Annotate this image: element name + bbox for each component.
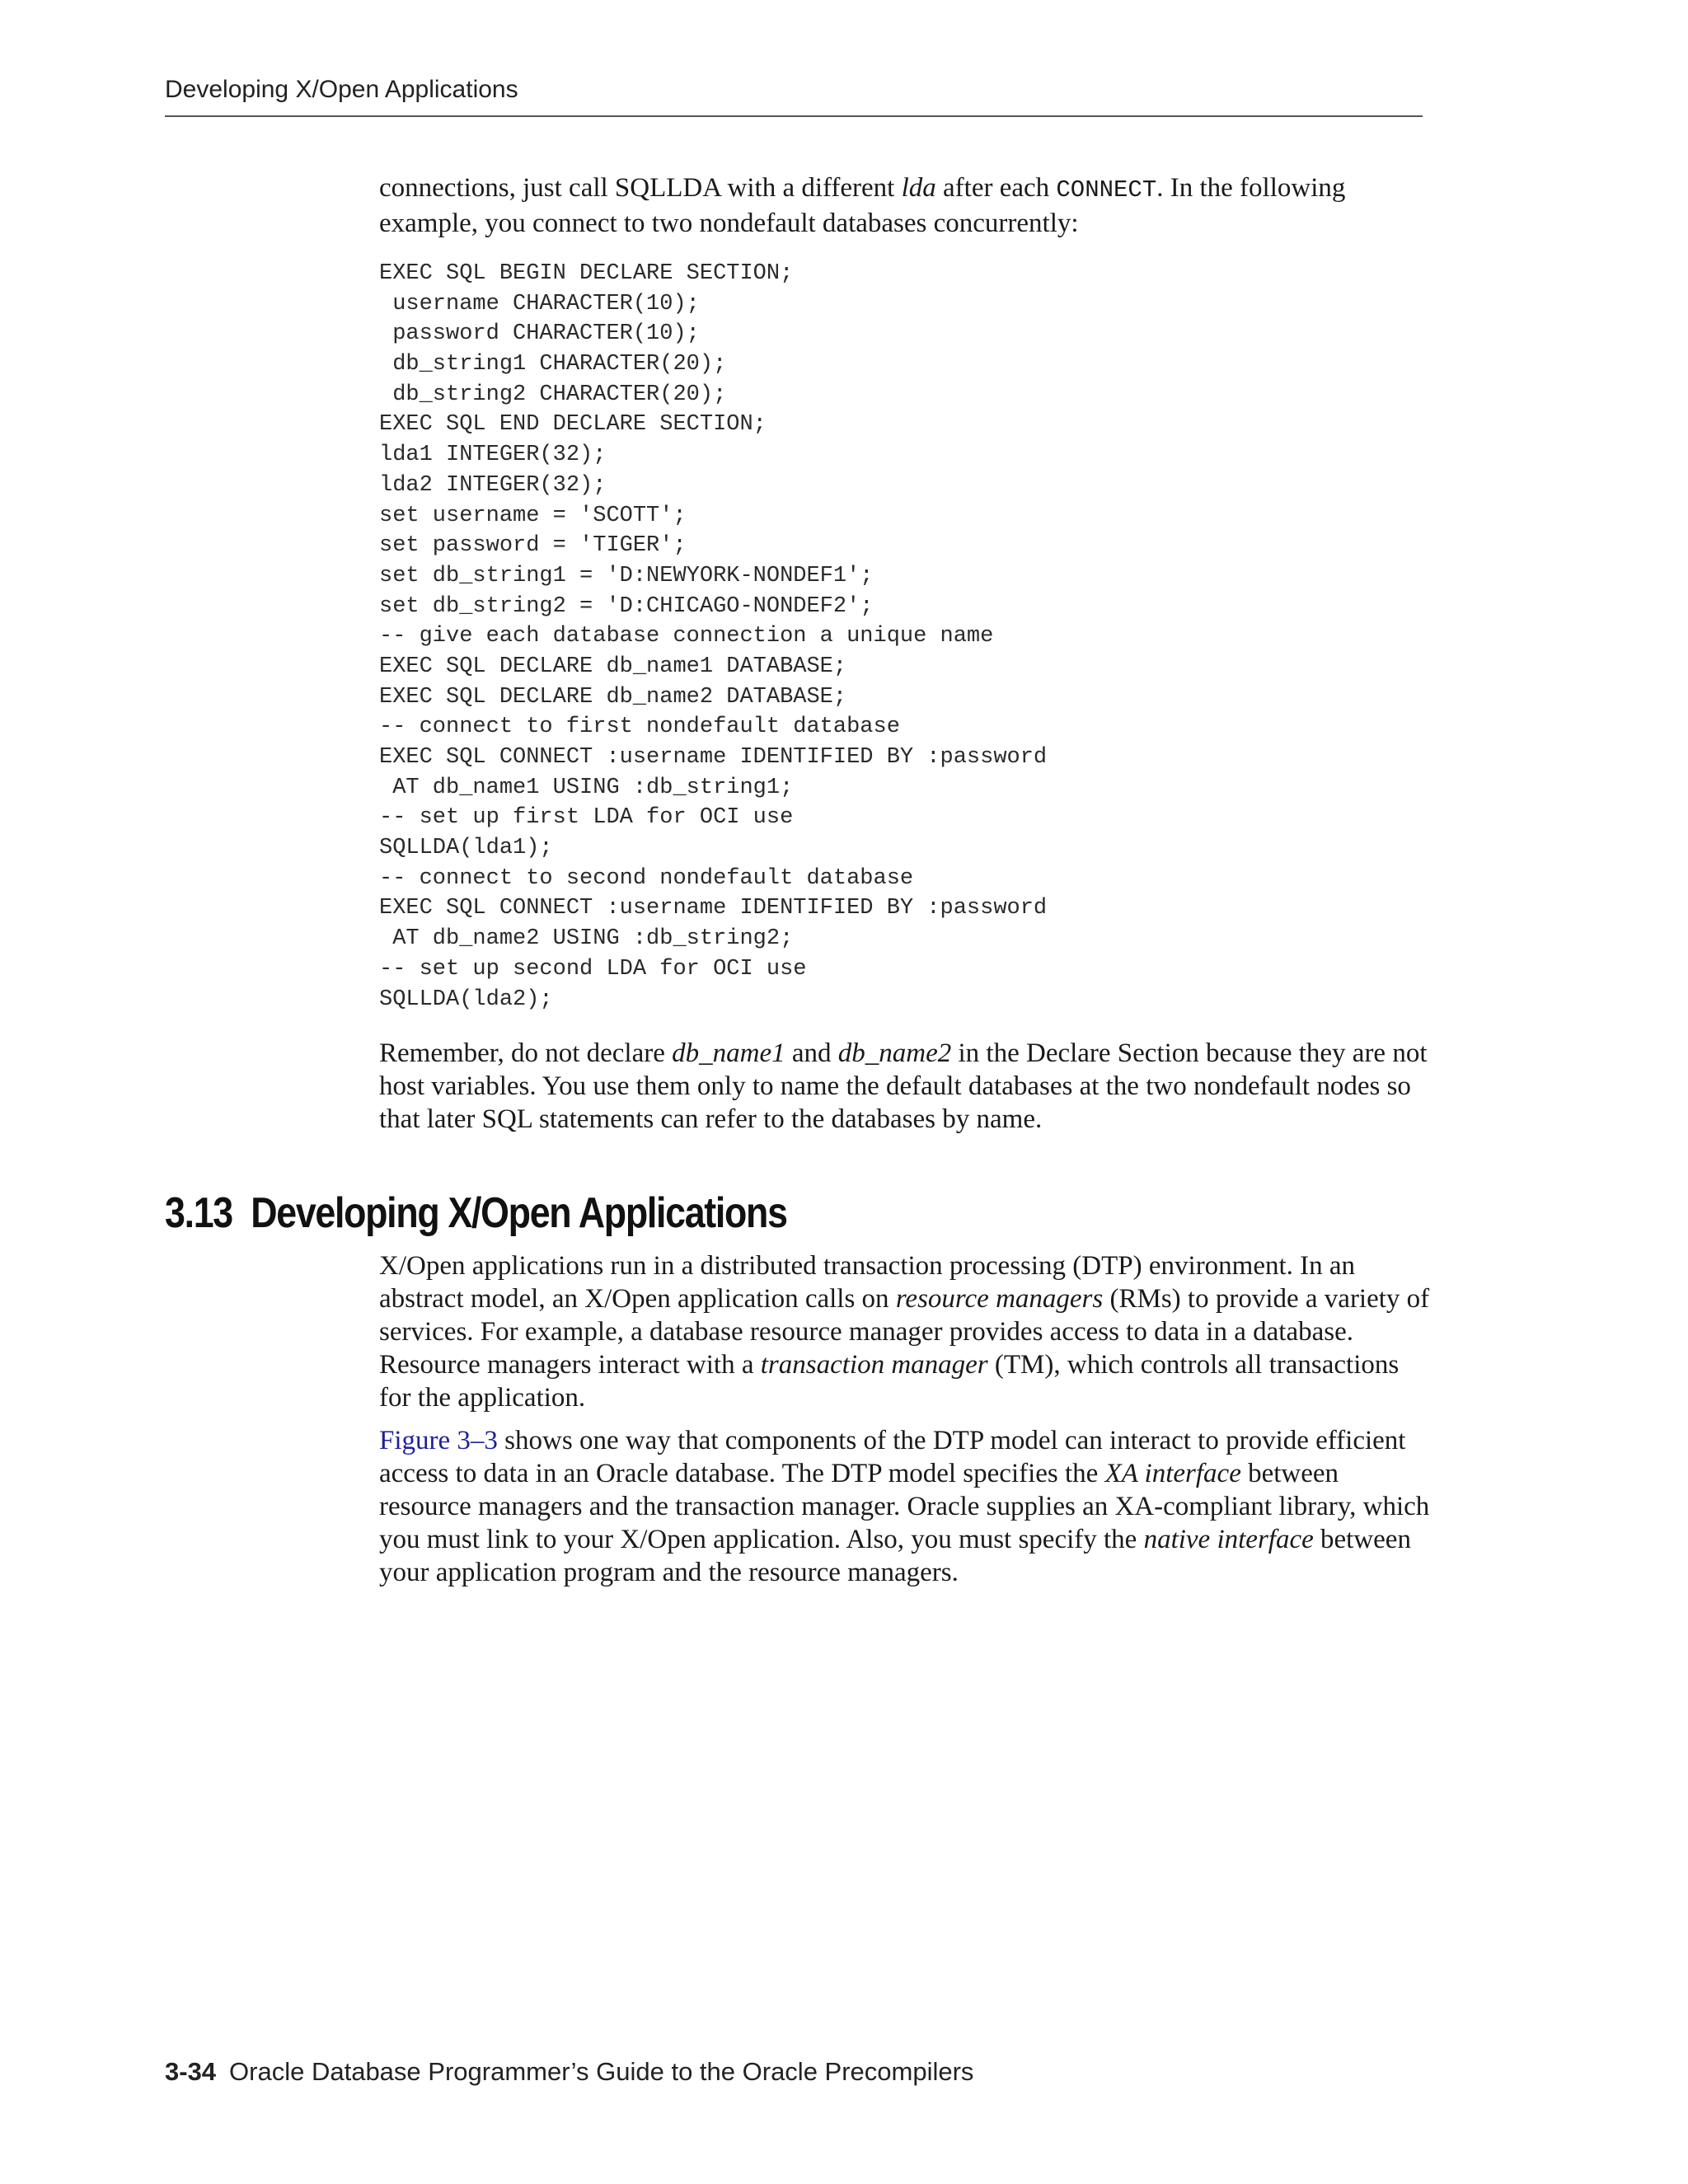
- code-line: EXEC SQL CONNECT :username IDENTIFIED BY :password: [379, 745, 1048, 770]
- para2-text-2: between resource managers and the transaction manager. Oracle supplies an XA-compliant library, which you must link to your X/Open application. Also, you must specify the: [379, 1459, 1430, 1554]
- page-footer: [165, 2057, 973, 2087]
- para2-text-3: between your application program and the resource managers.: [379, 1525, 1411, 1587]
- intro-paragraph: [379, 171, 1434, 240]
- code-line: EXEC SQL BEGIN DECLARE SECTION;: [379, 261, 794, 286]
- code-line: set db_string1 = 'D:NEWYORK-NONDEF1';: [379, 563, 874, 588]
- section-number: 3.13: [165, 1189, 232, 1237]
- code-line: SQLLDA(lda2);: [379, 987, 553, 1012]
- code-line: set username = 'SCOTT';: [379, 503, 687, 528]
- code-line: AT db_name1 USING :db_string1;: [379, 775, 794, 800]
- code-line: AT db_name2 USING :db_string2;: [379, 926, 794, 952]
- code-line: db_string1 CHARACTER(20);: [379, 352, 727, 377]
- code-line: SQLLDA(lda1);: [379, 836, 553, 861]
- code-line: -- connect to second nondefault database: [379, 865, 914, 891]
- intro-lda: lda: [901, 173, 936, 203]
- remember-text-3: in the Declare Section because they are not host variables. You use them only to name the default databases at the two nondefault nodes so that later SQL statements can refer to the databases by name.: [379, 1038, 1428, 1134]
- para2-xa-interface: XA interface: [1104, 1459, 1241, 1488]
- intro-text-2: after each: [935, 173, 1057, 203]
- code-line: password CHARACTER(10);: [379, 321, 700, 347]
- para1-resource-managers: resource managers: [895, 1284, 1104, 1314]
- code-line: set db_string2 = 'D:CHICAGO-NONDEF2';: [379, 593, 874, 619]
- code-line: -- set up first LDA for OCI use: [379, 805, 794, 831]
- xopen-paragraph-2: [379, 1424, 1434, 1589]
- para2-text-1: shows one way that components of the DTP model can interact to provide efficient access to data in an Oracle database. The DTP model specifies the: [379, 1426, 1406, 1488]
- remember-db2: db_name2: [837, 1038, 952, 1068]
- header-rule: [165, 115, 1423, 117]
- intro-text-1: connections, just call SQLLDA with a different: [379, 173, 902, 203]
- figure-3-3-link[interactable]: Figure 3–3: [379, 1426, 498, 1455]
- code-line: lda2 INTEGER(32);: [379, 472, 607, 498]
- remember-paragraph: [379, 1037, 1434, 1136]
- remember-db1: db_name1: [672, 1038, 785, 1068]
- book-title: Oracle Database Programmer’s Guide to the Oracle Precompilers: [229, 2057, 974, 2086]
- intro-text-3: . In the following example, you connect to two nondefault databases concurrently:: [379, 173, 1346, 238]
- code-line: db_string2 CHARACTER(20);: [379, 382, 727, 407]
- para1-transaction-manager: transaction manager: [760, 1350, 988, 1380]
- code-line: EXEC SQL CONNECT :username IDENTIFIED BY :password: [379, 896, 1048, 921]
- code-line: EXEC SQL DECLARE db_name1 DATABASE;: [379, 654, 847, 679]
- page-number: 3-34: [165, 2057, 217, 2086]
- code-line: EXEC SQL END DECLARE SECTION;: [379, 412, 767, 438]
- para2-native-interface: native interface: [1143, 1525, 1314, 1554]
- code-line: -- give each database connection a unique name: [379, 624, 994, 649]
- section-title: Developing X/Open Applications: [251, 1189, 787, 1237]
- code-example: [379, 259, 1451, 1015]
- intro-connect: CONNECT: [1056, 176, 1157, 204]
- section-heading: [165, 1188, 787, 1238]
- code-line: set password = 'TIGER';: [379, 533, 687, 559]
- para1-text-2: (RMs) to provide a variety of services. For example, a database resource manager provides access to data in a database. Resource managers interact with a: [379, 1284, 1430, 1380]
- remember-text-1: Remember, do not declare: [379, 1038, 673, 1068]
- code-line: lda1 INTEGER(32);: [379, 443, 607, 468]
- para1-text-1: X/Open applications run in a distributed transaction processing (DTP) environment. In an abstract model, an X/Open application calls on: [379, 1251, 1356, 1314]
- code-line: -- connect to first nondefault database: [379, 715, 900, 740]
- code-line: -- set up second LDA for OCI use: [379, 956, 807, 982]
- running-header: Developing X/Open Applications: [165, 76, 518, 103]
- para1-text-3: (TM), which controls all transactions for the application.: [379, 1350, 1400, 1413]
- xopen-paragraph-1: [379, 1249, 1434, 1414]
- code-line: username CHARACTER(10);: [379, 291, 700, 316]
- code-line: EXEC SQL DECLARE db_name2 DATABASE;: [379, 684, 847, 710]
- remember-text-2: and: [785, 1038, 838, 1068]
